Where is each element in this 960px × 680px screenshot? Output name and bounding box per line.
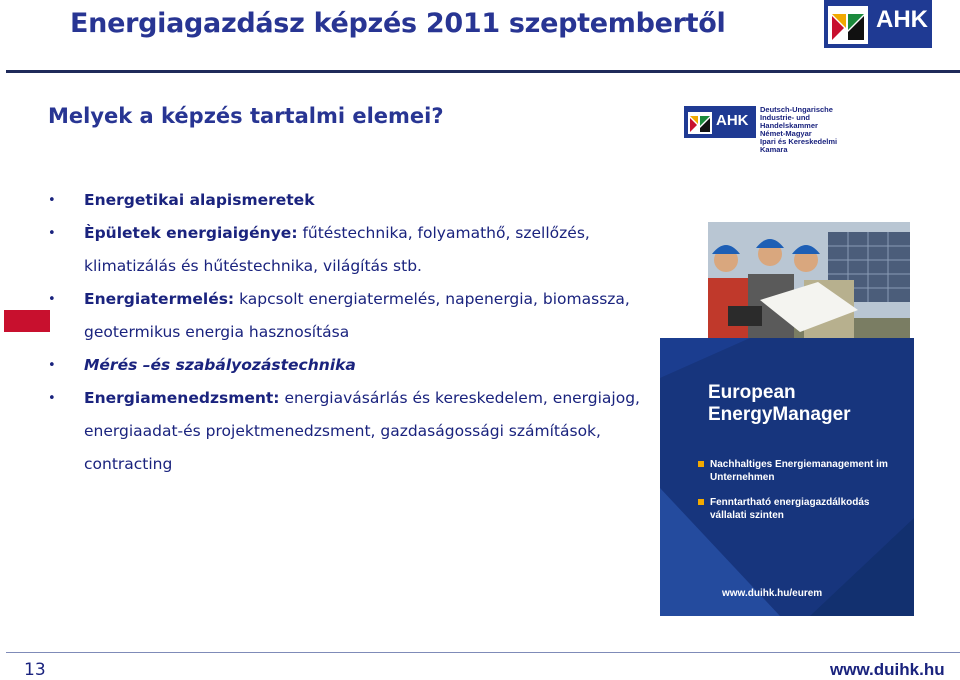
section-subtitle: Melyek a képzés tartalmi elemei? <box>48 104 444 128</box>
chamber-name-line: Deutsch-Ungarische <box>760 105 833 114</box>
list-item <box>48 349 668 382</box>
list-item-text: energiavásárlás és kereskedelem, energiajog, energiaadat-és projektmenedzsment, gazdaságossági számítások, contracting <box>84 389 640 473</box>
footer-url: www.duihk.hu <box>830 660 945 679</box>
list-item-key: Energiamenedzsment: <box>84 389 280 407</box>
list-item <box>48 382 668 481</box>
list-item-key: Èpületek energiaigénye: <box>84 224 298 242</box>
ahk-logo <box>824 0 932 48</box>
brochure-title-line: EnergyManager <box>708 404 851 425</box>
header-divider <box>6 70 960 73</box>
chamber-logo-box <box>684 106 756 138</box>
brochure-title <box>708 382 851 426</box>
chamber-name-line: Német-Magyar <box>760 129 812 138</box>
ahk-logo-text: AHK <box>876 6 928 33</box>
chamber-name-line: Ipari és Kereskedelmi Kamara <box>760 137 838 154</box>
brochure-item: Fenntartható energiagazdálkodás vállalati szinten <box>710 496 900 522</box>
chamber-emblem-icon <box>688 112 712 134</box>
brochure-item: Nachhaltiges Energiemanagement im Unternehmen <box>710 458 900 484</box>
page-number: 13 <box>24 660 46 680</box>
list-item-text: fűtéstechnika, folyamathő, szellőzés, klimatizálás és hűtéstechnika, világítás stb. <box>84 224 590 275</box>
engineers-photo <box>708 222 910 352</box>
list-item <box>48 283 668 349</box>
content-list <box>48 184 668 481</box>
chamber-logo <box>684 104 864 154</box>
brochure-url: www.duihk.hu/eurem <box>722 588 823 599</box>
brochure-title-line: European <box>708 382 796 403</box>
chamber-abbr: AHK <box>716 112 749 129</box>
footer-divider <box>6 652 960 653</box>
list-item-key: Mérés –és szabályozástechnika <box>84 356 356 374</box>
slide-title: Energiagazdász képzés 2011 szeptembertől <box>70 8 726 39</box>
list-item <box>48 184 668 217</box>
red-marker <box>4 310 50 332</box>
brochure-cover <box>660 338 914 616</box>
chamber-name <box>760 106 864 154</box>
ahk-emblem-icon <box>828 6 868 44</box>
list-item-key: Energiatermelés: <box>84 290 235 308</box>
list-item <box>48 217 668 283</box>
list-item-key: Energetikai alapismeretek <box>84 191 315 209</box>
list-item-text: kapcsolt energiatermelés, napenergia, biomassza, geotermikus energia hasznosítása <box>84 290 630 341</box>
chamber-name-line: Industrie- und Handelskammer <box>760 113 818 130</box>
